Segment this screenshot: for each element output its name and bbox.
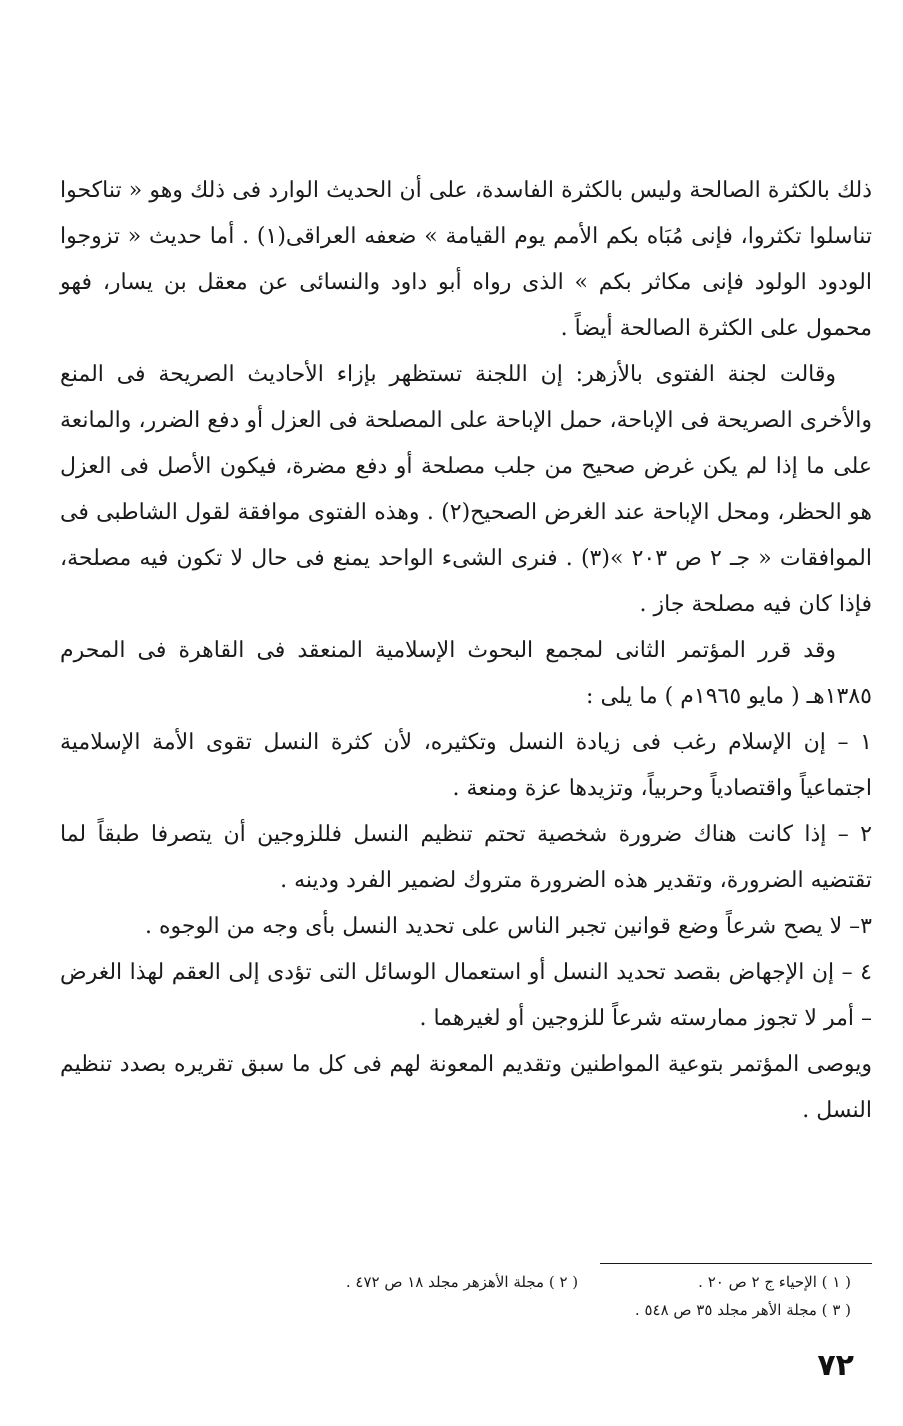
footnotes: [61, 1268, 851, 1324]
footnote-2: ( ٢ ) مجلة الأهزهر مجلد ١٨ ص ٤٧٢ .: [345, 1273, 579, 1291]
page-body: [60, 168, 872, 1134]
footnote-row: [61, 1296, 851, 1324]
paragraph-1: ذلك بالكثرة الصالحة وليس بالكثرة الفاسدة، على أن الحديث الوارد فى ذلك وهو « تناكحوا تناسلوا تكثروا، فإنى مُبَاه بكم الأمم يوم القيامة » ضعفه العراقى(١) . أما حديث « تزوجوا الودود الولود فإنى مكاثر بكم » الذى رواه أبو داود والنسائى عن معقل بن يسار، فهو محمول على الكثرة الصالحة أيضاً .: [60, 178, 873, 341]
footnote-row: [61, 1268, 851, 1296]
list-item-3: ٣– لا يصح شرعاً وضع قوانين تجبر الناس على تحديد النسل بأى وجه من الوجوه .: [145, 914, 872, 939]
footnote-1: ( ١ ) الإحياء ج ٢ ص ٢٠ .: [698, 1273, 851, 1291]
page-number: ٧٢: [817, 1348, 854, 1383]
closing-paragraph: ويوصى المؤتمر بتوعية المواطنين وتقديم المعونة لهم فى كل ما سبق تقريره بصدد تنظيم النسل .: [60, 1052, 872, 1123]
paragraph-3: وقد قرر المؤتمر الثانى لمجمع البحوث الإسلامية المنعقد فى القاهرة فى المحرم ١٣٨٥هـ ( مايو ١٩٦٥م ) ما يلى :: [60, 638, 872, 709]
paragraph-2: وقالت لجنة الفتوى بالأزهر: إن اللجنة تستظهر بإزاء الأحاديث الصريحة فى المنع والأخرى الصريحة فى الإباحة، حمل الإباحة على المصلحة فى العزل أو دفع الضرر، والمانعة على ما إذا لم يكن غرض صحيح من جلب مصلحة أو دفع مضرة، فيكون الأصل فى العزل هو الحظر، ومحل الإباحة عند الغرض الصحيح(٢) . وهذه الفتوى موافقة لقول الشاطبى فى الموافقات « جـ ٢ ص ٢٠٣ »(٣) . فنرى الشىء الواحد يمنع فى حال لا تكون فيه مصلحة، فإذا كان فيه مصلحة جاز .: [60, 362, 872, 617]
list-item-4: ٤ – إن الإجهاض بقصد تحديد النسل أو استعمال الوسائل التى تؤدى إلى العقم لهذا الغرض – أمر لا تجوز ممارسته شرعاً للزوجين أو لغيرهما .: [60, 960, 872, 1031]
list-item-1: ١ – إن الإسلام رغب فى زيادة النسل وتكثيره، لأن كثرة النسل تقوى الأمة الإسلامية اجتماعياً واقتصادياً وحربياً، وتزيدها عزة ومنعة .: [60, 730, 872, 801]
list-item-2: ٢ – إذا كانت هناك ضرورة شخصية تحتم تنظيم النسل فللزوجين أن يتصرفا طبقاً لما تقتضيه الضرورة، وتقدير هذه الضرورة متروك لضمير الفرد ودينه .: [60, 822, 872, 893]
footnote-separator: [600, 1263, 872, 1264]
footnote-3: ( ٣ ) مجلة الأهر مجلد ٣٥ ص ٥٤٨ .: [634, 1301, 851, 1319]
